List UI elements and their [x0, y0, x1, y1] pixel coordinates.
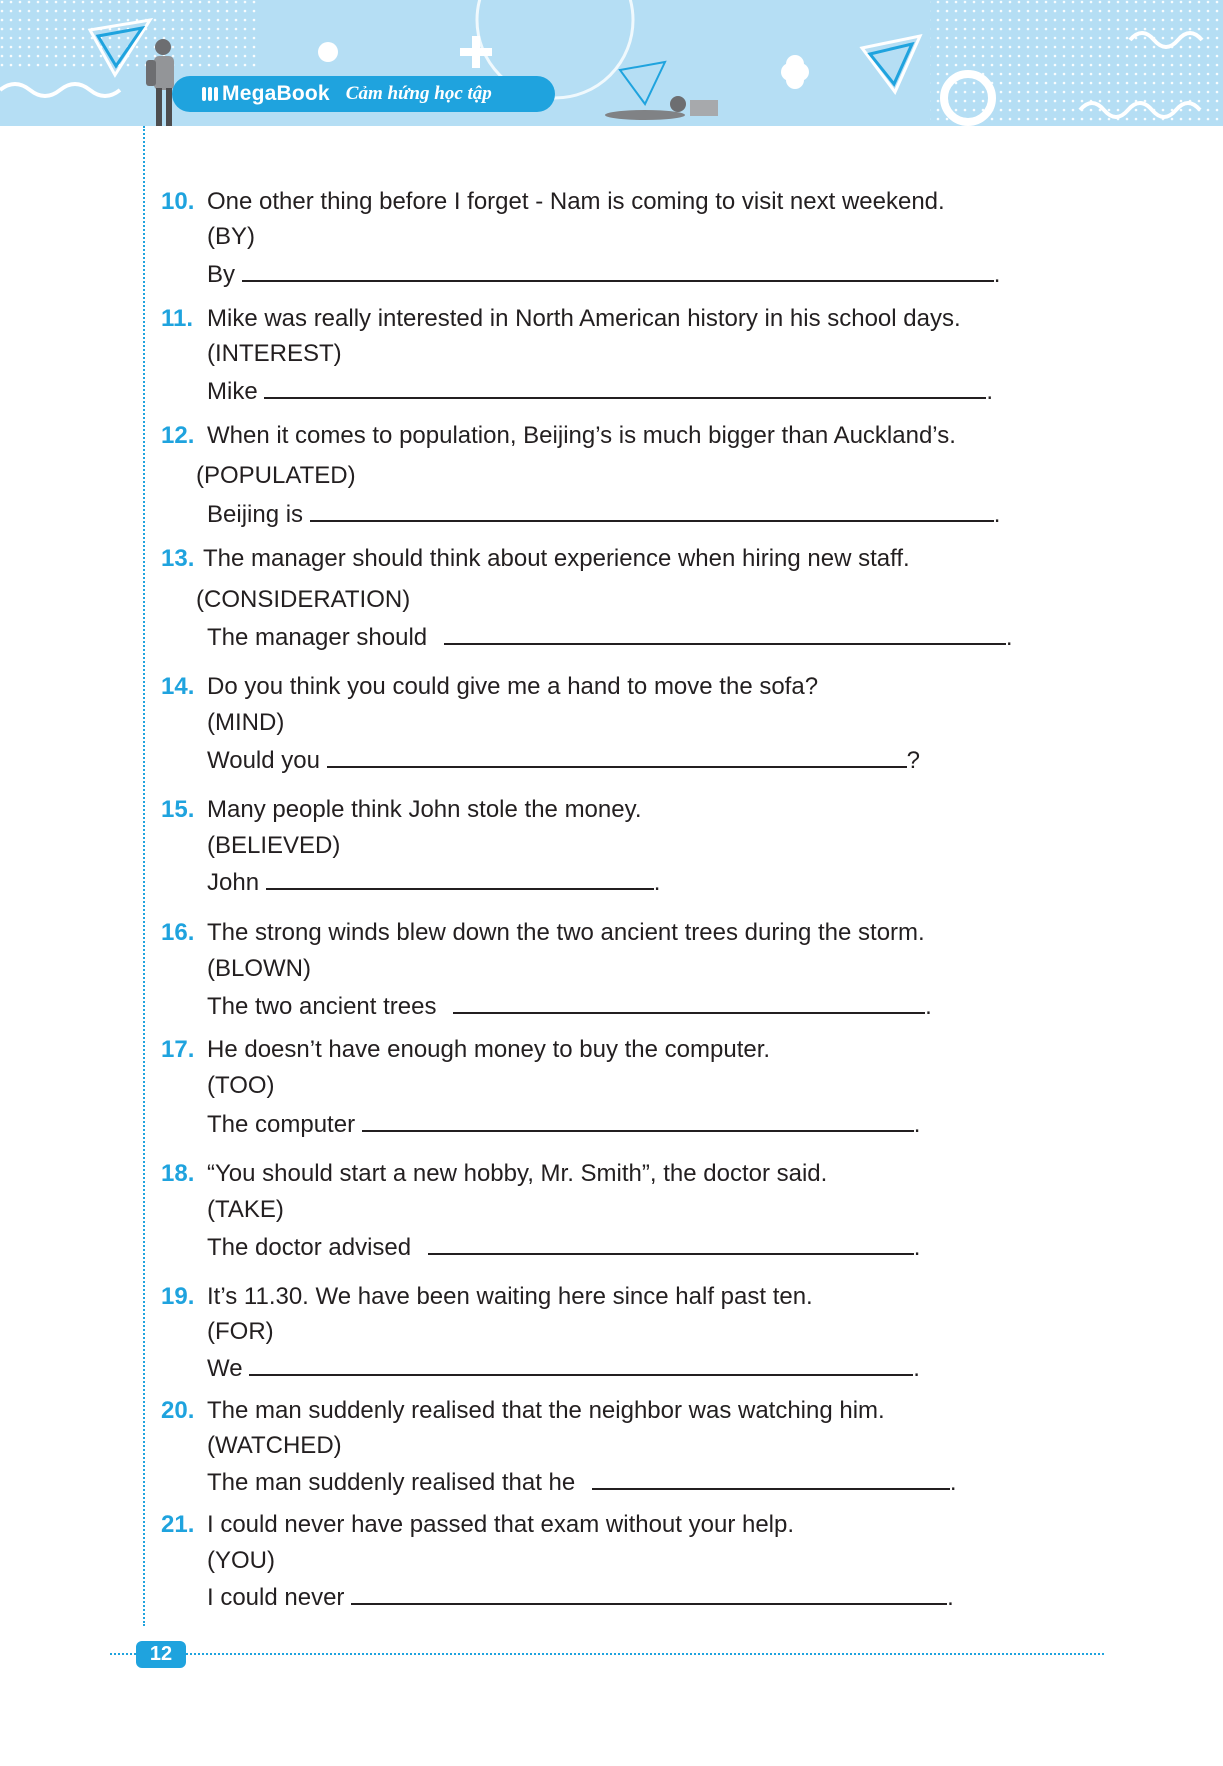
question-number: 14. — [161, 673, 195, 700]
brand-slogan: Cảm hứng học tập — [345, 83, 492, 104]
question-sentence: Do you think you could give me a hand to move the sofa? — [207, 673, 819, 700]
answer-blank[interactable] — [362, 1110, 914, 1132]
page-number: 12 — [136, 1641, 186, 1668]
answer-end: . — [993, 501, 1001, 528]
answer-end: . — [993, 261, 1001, 288]
answer-end: . — [913, 1111, 921, 1138]
answer-line — [207, 1233, 920, 1262]
question-sentence: I could never have passed that exam without your help. — [207, 1511, 795, 1538]
answer-blank[interactable] — [327, 746, 907, 768]
question-number: 13. — [161, 545, 195, 572]
question-sentence: Many people think John stole the money. — [207, 796, 642, 823]
answer-end: . — [986, 378, 994, 405]
answer-line — [207, 1583, 954, 1612]
answer-line — [207, 868, 660, 897]
answer-line — [207, 1468, 957, 1497]
answer-blank[interactable] — [453, 992, 925, 1014]
question-sentence: Mike was really interested in North American history in his school days. — [207, 305, 961, 332]
question-keyword: (POPULATED) — [196, 462, 356, 489]
answer-line — [207, 1354, 920, 1383]
margin-divider — [143, 126, 145, 1626]
question-keyword: (FOR) — [207, 1318, 274, 1345]
answer-prompt: Beijing is — [207, 501, 304, 528]
answer-prompt: The two ancient trees — [207, 993, 437, 1020]
brand-name: MegaBook — [222, 82, 330, 105]
answer-line — [207, 992, 932, 1021]
question-number: 20. — [161, 1397, 195, 1424]
answer-prompt: Mike — [207, 378, 258, 405]
question-sentence: The strong winds blew down the two ancient trees during the storm. — [207, 919, 925, 946]
answer-line — [207, 1110, 920, 1139]
answer-prompt: Would you — [207, 747, 320, 774]
question-sentence: The manager should think about experience when hiring new staff. — [203, 545, 910, 572]
answer-line — [207, 746, 920, 775]
question-number: 11. — [161, 305, 194, 332]
answer-blank[interactable] — [249, 1354, 913, 1376]
question-number: 18. — [161, 1160, 195, 1187]
answer-blank[interactable] — [310, 500, 994, 522]
question-keyword: (MIND) — [207, 709, 285, 736]
brand-banner — [172, 76, 555, 112]
answer-end: . — [947, 1584, 954, 1611]
question-keyword: (WATCHED) — [207, 1432, 342, 1459]
question-keyword: (YOU) — [207, 1547, 275, 1574]
answer-line — [207, 623, 1012, 652]
answer-prompt: The manager should — [207, 624, 428, 651]
question-keyword: (BELIEVED) — [207, 832, 341, 859]
question-sentence: When it comes to population, Beijing’s is much bigger than Auckland’s. — [207, 422, 956, 449]
question-number: 12. — [161, 422, 195, 449]
footer-divider — [110, 1653, 1104, 1655]
answer-line — [207, 377, 993, 406]
question-keyword: (INTEREST) — [207, 340, 342, 367]
answer-blank[interactable] — [428, 1233, 914, 1255]
question-sentence: The man suddenly realised that the neighbor was watching him. — [207, 1397, 885, 1424]
answer-blank[interactable] — [351, 1583, 947, 1605]
answer-line — [207, 260, 1000, 289]
question-number: 17. — [161, 1036, 195, 1063]
answer-prompt: The doctor advised — [207, 1234, 412, 1261]
question-number: 15. — [161, 796, 195, 823]
question-number: 16. — [161, 919, 195, 946]
answer-line — [207, 500, 1000, 529]
answer-blank[interactable] — [444, 623, 1006, 645]
answer-blank[interactable] — [242, 260, 994, 282]
answer-end: . — [949, 1469, 957, 1496]
page-header-banner — [0, 0, 1223, 126]
question-keyword: (TOO) — [207, 1072, 275, 1099]
answer-end: . — [925, 993, 932, 1020]
question-keyword: (BY) — [207, 223, 255, 250]
question-sentence: He doesn’t have enough money to buy the computer. — [207, 1036, 771, 1063]
answer-blank[interactable] — [264, 377, 986, 399]
answer-end: . — [653, 869, 661, 896]
question-number: 10. — [161, 188, 195, 215]
question-sentence: “You should start a new hobby, Mr. Smith”, the doctor said. — [207, 1160, 828, 1187]
answer-end: ? — [906, 747, 920, 774]
answer-prompt: The computer — [207, 1111, 356, 1138]
answer-blank[interactable] — [592, 1468, 950, 1490]
question-keyword: (BLOWN) — [207, 955, 311, 982]
megabook-logo-icon — [202, 87, 218, 101]
question-keyword: (CONSIDERATION) — [196, 586, 411, 613]
question-keyword: (TAKE) — [207, 1196, 284, 1223]
answer-end: . — [913, 1355, 920, 1382]
answer-prompt: The man suddenly realised that he — [207, 1469, 576, 1496]
answer-prompt: By — [207, 261, 236, 288]
answer-prompt: John — [207, 869, 260, 896]
answer-prompt: I could never — [207, 1584, 345, 1611]
answer-blank[interactable] — [266, 868, 654, 890]
question-number: 19. — [161, 1283, 195, 1310]
answer-end: . — [913, 1234, 921, 1261]
question-sentence: It’s 11.30. We have been waiting here since half past ten. — [207, 1283, 813, 1310]
question-number: 21. — [161, 1511, 195, 1538]
question-sentence: One other thing before I forget - Nam is coming to visit next weekend. — [207, 188, 945, 215]
answer-end: . — [1005, 624, 1013, 651]
answer-prompt: We — [207, 1355, 243, 1382]
